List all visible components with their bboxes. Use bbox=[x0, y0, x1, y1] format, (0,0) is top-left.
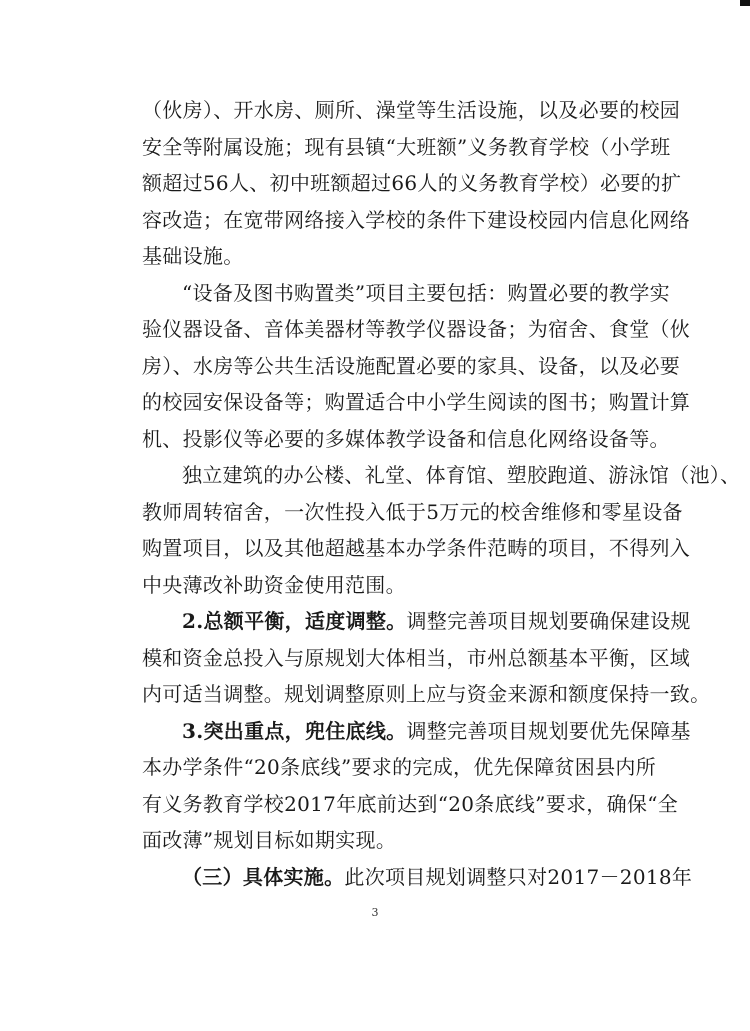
section-heading: 2.总额平衡，适度调整。 bbox=[182, 609, 407, 633]
section-heading: 3.突出重点，兜住底线。 bbox=[182, 718, 407, 743]
text-line: 内可适当调整。规划调整原则上应与资金来源和额度保持一致。 bbox=[142, 682, 711, 706]
text-line bbox=[142, 859, 693, 896]
text-span: 调整完善项目规划要确保建设规 bbox=[406, 609, 691, 633]
text-line: 教师周转宿舍，一次性投入低于5万元的校舍维修和零星设备 bbox=[142, 499, 683, 524]
text-line: 验仪器设备、音体美器材等教学仪器设备；为宿舍、食堂（伙 bbox=[142, 317, 691, 341]
text-line bbox=[142, 603, 691, 640]
text-line: 安全等附属设施；现有县镇“大班额”义务教育学校（小学班 bbox=[142, 134, 671, 159]
text-line: 本办学条件“20条底线”要求的完成，优先保障贫困县内所 bbox=[142, 755, 656, 779]
text-line bbox=[142, 713, 691, 750]
text-line: 的校园安保设备等；购置适合中小学生阅读的图书；购置计算 bbox=[142, 390, 691, 414]
document-body bbox=[142, 92, 741, 895]
text-line: “设备及图书购置类”项目主要包括：购置必要的教学实 bbox=[182, 280, 670, 305]
text-line: 机、投影仪等必要的多媒体教学设备和信息化网络设备等。 bbox=[142, 426, 670, 451]
text-line: 基础设施。 bbox=[142, 244, 244, 268]
text-line: 中央薄改补助资金使用范围。 bbox=[142, 572, 406, 597]
text-span: 调整完善项目规划要优先保障基 bbox=[406, 718, 691, 743]
text-line: 额超过56人、初中班额超过66人的义务教育学校）必要的扩 bbox=[142, 171, 682, 195]
text-line: 模和资金总投入与原规划大体相当，市州总额基本平衡，区域 bbox=[142, 645, 691, 670]
text-line: 购置项目，以及其他超越基本办学条件范畴的项目，不得列入 bbox=[142, 536, 691, 560]
text-line: 面改薄”规划目标如期实现。 bbox=[142, 828, 397, 852]
text-line: 房）、水房等公共生活设施配置必要的家具、设备，以及必要 bbox=[142, 353, 681, 378]
text-line: （伙房）、开水房、厕所、澡堂等生活设施，以及必要的校园 bbox=[142, 98, 681, 122]
text-line: 有义务教育学校2017年底前达到“20条底线”要求，确保“全 bbox=[142, 791, 679, 816]
section-heading: （三）具体实施。 bbox=[182, 864, 345, 889]
scan-edge-mark bbox=[740, 0, 750, 6]
text-span: 此次项目规划调整只对2017－2018年 bbox=[344, 864, 693, 889]
text-line: 容改造；在宽带网络接入学校的条件下建设校园内信息化网络 bbox=[142, 207, 691, 232]
page-number: 3 bbox=[371, 906, 379, 919]
text-line: 独立建筑的办公楼、礼堂、体育馆、塑胶跑道、游泳馆（池）、 bbox=[182, 463, 741, 487]
